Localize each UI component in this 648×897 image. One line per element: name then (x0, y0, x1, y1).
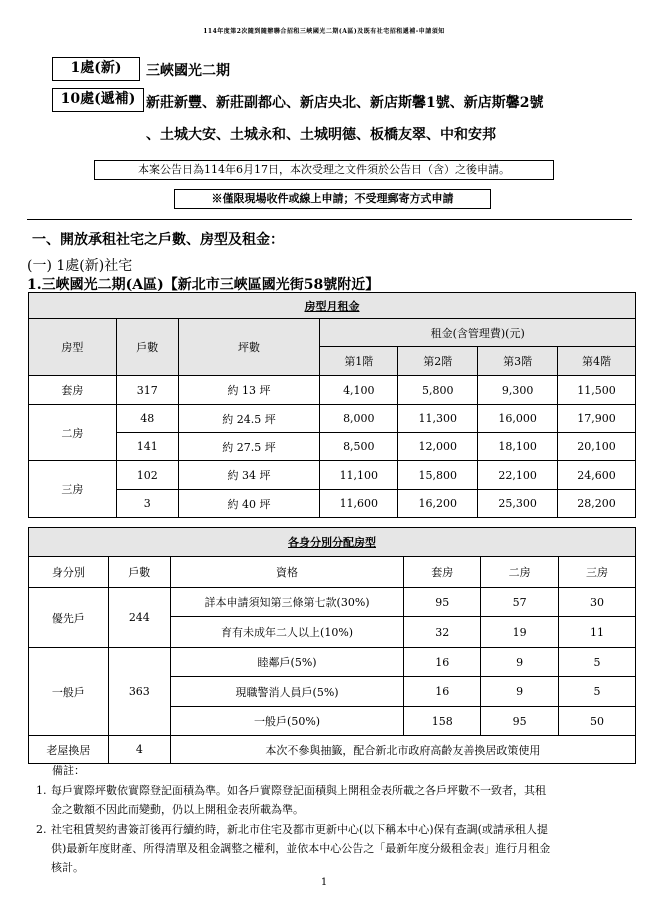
col-studio: 套房 (404, 557, 481, 588)
rent-cell: 9,300 (478, 376, 558, 405)
count-cell: 95 (404, 588, 481, 617)
rent-cell: 25,300 (478, 490, 558, 518)
table-row (29, 648, 636, 677)
document-title: 114年度第2次隨到隨辦聯合招租三峽國光二期(A區)及既有社宅招租遞補-申請須知 (203, 28, 445, 35)
col-rent: 租金(含管理費)(元) (320, 319, 636, 347)
page-number: 1 (320, 877, 328, 888)
new-site-name: 三峽國光二期 (146, 63, 230, 79)
rent-cell: 16,200 (398, 490, 478, 518)
units: 317 (116, 376, 178, 405)
rent-cell: 11,300 (398, 405, 478, 433)
count-cell: 50 (559, 707, 636, 736)
col-three-room: 三房 (559, 557, 636, 588)
units: 48 (116, 405, 178, 433)
table-row (29, 405, 636, 433)
rent-cell: 24,600 (558, 461, 636, 490)
col-area: 坪數 (178, 319, 320, 376)
area: 約 27.5 坪 (178, 433, 320, 461)
area: 約 13 坪 (178, 376, 320, 405)
qualification: 詳本申請須知第三條第七款(30%) (170, 588, 404, 617)
notes-label: 備註： (52, 764, 85, 777)
qualification: 現職警消人員戶(5%) (170, 677, 404, 707)
units: 3 (116, 490, 178, 518)
area: 約 34 坪 (178, 461, 320, 490)
count-cell: 158 (404, 707, 481, 736)
rent-cell: 15,800 (398, 461, 478, 490)
rent-cell: 28,200 (558, 490, 636, 518)
col-two-room: 二房 (481, 557, 559, 588)
qualification: 育有未成年二人以上(10%) (170, 617, 404, 648)
room-type: 三房 (29, 461, 117, 518)
count-cell: 57 (481, 588, 559, 617)
qualification: 睦鄰戶(5%) (170, 648, 404, 677)
units: 244 (108, 588, 170, 648)
note-1-line1: 每戶實際坪數依實際登記面積為準。如各戶實際登記面積與上開租金表所載之各戶坪數不一致者，其租 (51, 784, 546, 797)
note-1-number: 1. (36, 784, 47, 797)
rent-cell: 4,100 (320, 376, 398, 405)
subsection-heading: (一) 1處(新)社宅 (27, 258, 133, 274)
rent-cell: 18,100 (478, 433, 558, 461)
allocation-table-header: 各身分別分配房型 (29, 528, 636, 557)
rent-cell: 12,000 (398, 433, 478, 461)
submission-notice: ※僅限現場收件或線上申請；不受理郵寄方式申請 (174, 189, 491, 209)
fill-sites-line1: 新莊新豐、新莊副都心、新店央北、新店斯馨1號、新店斯馨2號 (146, 95, 544, 111)
announcement-notice: 本案公告日為114年6月17日，本次受理之文件須於公告日（含）之後申請。 (94, 160, 554, 180)
units: 102 (116, 461, 178, 490)
table-row (29, 588, 636, 617)
fill-sites-line2: 、土城大安、土城永和、土城明德、板橋友翠、中和安邦 (146, 127, 496, 143)
units: 363 (108, 648, 170, 736)
note-1-line2: 金之數額不因此而變動，仍以上開租金表所載為準。 (51, 803, 304, 816)
old-house-note: 本次不參與抽籤，配合新北市政府高齡友善換居政策使用 (170, 736, 635, 764)
col-qualification: 資格 (170, 557, 404, 588)
table-row (29, 490, 636, 518)
rent-cell: 20,100 (558, 433, 636, 461)
rent-cell: 8,000 (320, 405, 398, 433)
table-row (29, 736, 636, 764)
col-type: 房型 (29, 319, 117, 376)
floor-2: 第2階 (398, 347, 478, 376)
note-2-line1: 社宅租賃契約書簽訂後再行續約時，新北市住宅及都市更新中心(以下稱本中心)保有查調(或請承租人提 (51, 823, 548, 836)
units: 4 (108, 736, 170, 764)
identity: 優先戶 (29, 588, 109, 648)
table-row (29, 461, 636, 490)
count-cell: 95 (481, 707, 559, 736)
area: 約 24.5 坪 (178, 405, 320, 433)
count-cell: 30 (559, 588, 636, 617)
identity: 一般戶 (29, 648, 109, 736)
floor-1: 第1階 (320, 347, 398, 376)
count-cell: 16 (404, 648, 481, 677)
col-units: 戶數 (108, 557, 170, 588)
rent-cell: 8,500 (320, 433, 398, 461)
rent-cell: 22,100 (478, 461, 558, 490)
col-units: 戶數 (116, 319, 178, 376)
rent-cell: 5,800 (398, 376, 478, 405)
rent-table (28, 292, 636, 518)
room-type: 二房 (29, 405, 117, 461)
note-2-line2: 供)最新年度財產、所得清單及租金調整之權利，並依本中心公告之「最新年度分級租金表」進行月租金 (51, 842, 551, 855)
count-cell: 11 (559, 617, 636, 648)
count-cell: 16 (404, 677, 481, 707)
table-row (29, 433, 636, 461)
col-identity: 身分別 (29, 557, 109, 588)
count-cell: 9 (481, 648, 559, 677)
count-cell: 5 (559, 677, 636, 707)
note-2-line3: 核計。 (51, 861, 84, 874)
table-row (29, 376, 636, 405)
rent-table-header: 房型月租金 (29, 293, 636, 319)
rent-cell: 17,900 (558, 405, 636, 433)
allocation-table (28, 527, 636, 764)
area: 約 40 坪 (178, 490, 320, 518)
floor-3: 第3階 (478, 347, 558, 376)
count-cell: 19 (481, 617, 559, 648)
rent-cell: 16,000 (478, 405, 558, 433)
identity: 老屋換居 (29, 736, 109, 764)
section-heading: 一、開放承租社宅之戶數、房型及租金： (32, 232, 284, 248)
site-heading: 1.三峽國光二期(A區)【新北市三峽區國光街58號附近】 (27, 277, 380, 293)
divider (27, 219, 632, 220)
floor-4: 第4階 (558, 347, 636, 376)
rent-cell: 11,500 (558, 376, 636, 405)
room-type: 套房 (29, 376, 117, 405)
rent-cell: 11,600 (320, 490, 398, 518)
new-site-box: 1處(新) (52, 57, 140, 81)
note-2-number: 2. (36, 823, 47, 836)
count-cell: 5 (559, 648, 636, 677)
rent-cell: 11,100 (320, 461, 398, 490)
count-cell: 32 (404, 617, 481, 648)
units: 141 (116, 433, 178, 461)
count-cell: 9 (481, 677, 559, 707)
fill-site-box: 10處(遞補) (52, 88, 144, 112)
qualification: 一般戶(50%) (170, 707, 404, 736)
